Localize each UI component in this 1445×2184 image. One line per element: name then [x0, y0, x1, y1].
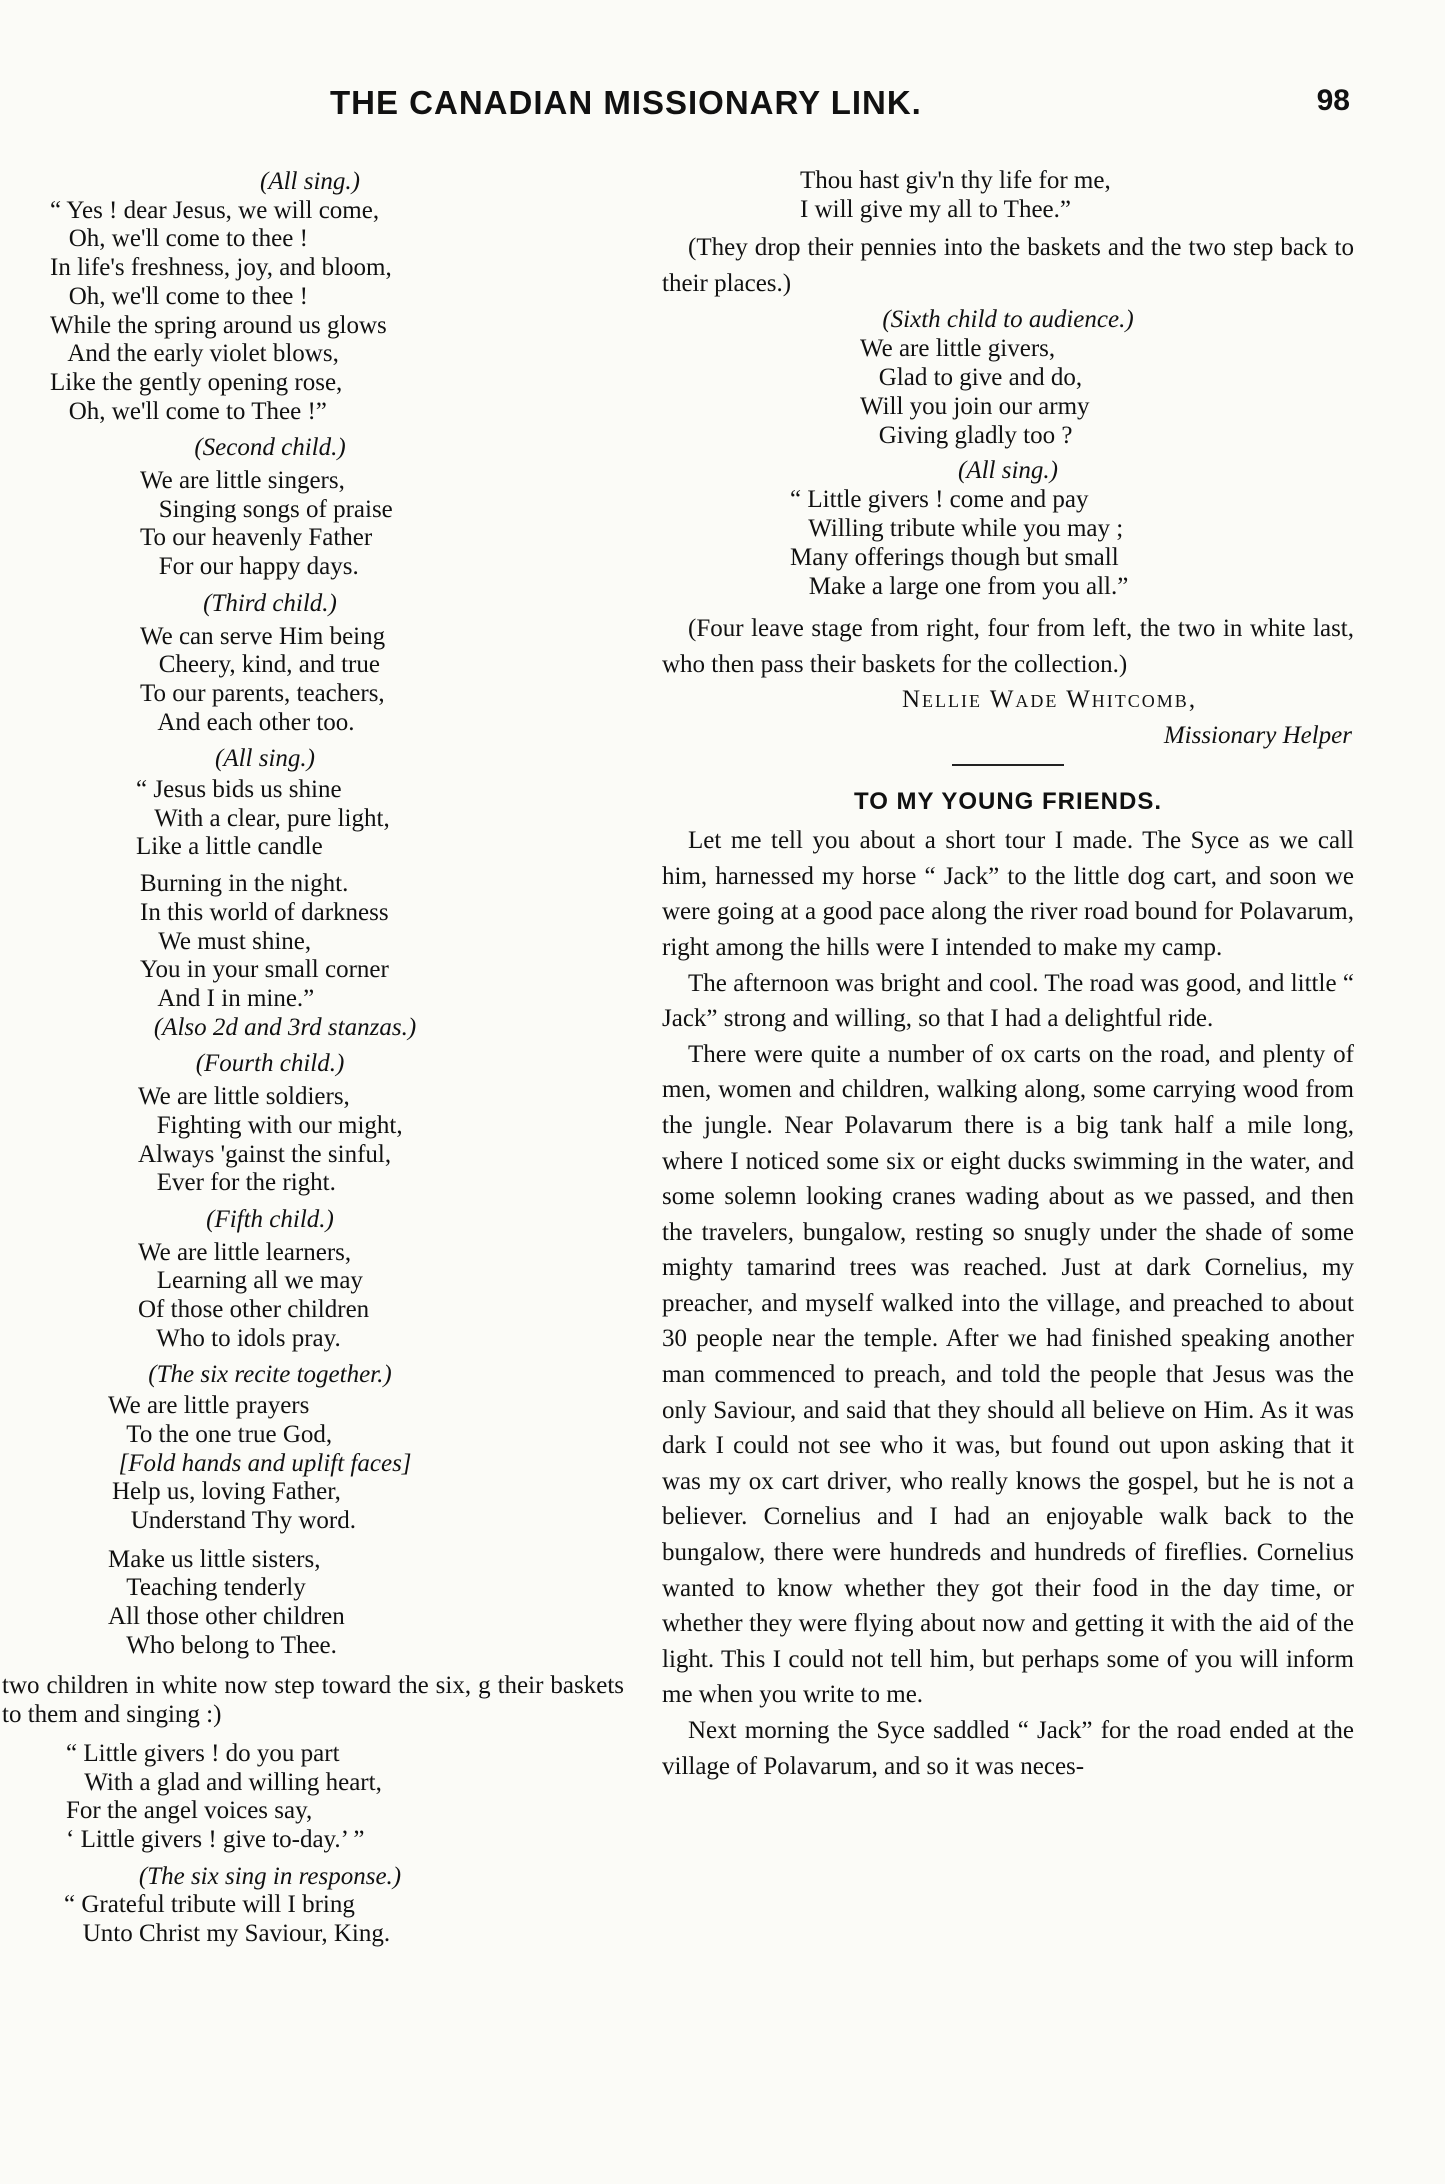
verse — [30, 623, 630, 738]
verse-line: Singing songs of praise — [140, 495, 393, 523]
page-header — [330, 84, 1350, 134]
stage-direction: (All sing.) — [260, 168, 360, 195]
verse-line: “ Yes ! dear Jesus, we will come, — [50, 196, 380, 224]
verse-line: And I in mine.” — [140, 984, 315, 1012]
verse-line: Help us, loving Father, — [112, 1478, 341, 1506]
verse-line: For our happy days. — [140, 553, 359, 581]
verse-line: Fighting with our might, — [138, 1111, 403, 1139]
verse-line: While the spring around us glows — [50, 311, 387, 339]
verse-line: Who belong to Thee. — [108, 1631, 337, 1659]
right-column — [662, 166, 1354, 1784]
verse-line: We must shine, — [140, 927, 312, 955]
stage-direction: (Four leave stage from right, four from left, the two in white last, who then pass their baskets for the collection.) — [662, 615, 1354, 678]
verse-line: To our parents, teachers, — [140, 679, 385, 707]
verse — [30, 467, 630, 582]
verse-line: And each other too. — [140, 708, 355, 736]
stage-direction: (Fourth child.) — [195, 1050, 345, 1078]
verse-line: Thou hast giv'n thy life for me, — [800, 167, 1111, 194]
verse-line: We are little learners, — [138, 1238, 352, 1266]
verse-line: Unto Christ my Saviour, King. — [64, 1920, 391, 1948]
verse-line: “ Little givers ! do you part — [66, 1739, 340, 1767]
verse-line: Cheery, kind, and true — [140, 651, 380, 679]
stage-direction: (Third child.) — [203, 589, 337, 617]
verse-line: We can serve Him being — [140, 622, 386, 650]
verse-line: And the early violet blows, — [50, 340, 339, 368]
stage-direction: two children in white now step toward the six, g their baskets to them and singing :) — [2, 1672, 624, 1729]
verse-line: Who to idols pray. — [138, 1324, 341, 1352]
verse-line: We are little givers, — [860, 335, 1056, 363]
verse — [30, 197, 630, 427]
verse-line: Ever for the right. — [138, 1169, 336, 1197]
stage-direction: (They drop their pennies into the baskets and the two step back to their places.) — [662, 234, 1354, 297]
stage-direction: (The six sing in response.) — [138, 1862, 402, 1890]
paragraph: The afternoon was bright and cool. The road was good, and little “ Jack” strong and willing, so that I had a delightful ride. — [662, 969, 1354, 1033]
verse-line: Make a large one from you all.” — [790, 573, 1129, 601]
verse-line: You in your small corner — [140, 956, 389, 984]
verse-line: Burning in the night. — [140, 870, 349, 898]
verse — [30, 1239, 630, 1354]
verse-line: Make us little sisters, — [108, 1545, 321, 1573]
divider — [952, 764, 1064, 766]
stage-direction: [Fold hands and uplift faces] — [118, 1449, 412, 1477]
verse-line: Of those other children — [138, 1296, 370, 1324]
verse-line: In this world of darkness — [140, 898, 389, 926]
verse-line: Willing tribute while you may ; — [790, 515, 1124, 543]
signature — [662, 682, 1354, 753]
page-number: 98 — [1316, 84, 1350, 117]
verse — [30, 1740, 630, 1855]
stage-direction: (Sixth child to audience.) — [882, 306, 1134, 334]
verse-line: We are little soldiers, — [138, 1083, 350, 1111]
verse-line: Like the gently opening rose, — [50, 368, 343, 396]
verse-line: All those other children — [108, 1603, 345, 1631]
source-name: Missionary Helper — [1163, 721, 1352, 749]
verse — [30, 1891, 630, 1948]
verse-line: Glad to give and do, — [860, 364, 1083, 392]
verse — [30, 1546, 630, 1661]
verse — [662, 334, 1354, 450]
verse-line: For the angel voices say, — [66, 1797, 313, 1825]
verse-line: I will give my all to Thee.” — [800, 196, 1071, 223]
verse-line: In life's freshness, joy, and bloom, — [50, 254, 392, 282]
verse-line: Oh, we'll come to Thee !” — [50, 397, 327, 425]
verse — [30, 1392, 630, 1449]
verse — [662, 485, 1354, 601]
stage-direction: (Also 2d and 3rd stanzas.) — [153, 1013, 417, 1041]
verse-line: Oh, we'll come to thee ! — [50, 225, 308, 253]
stage-direction: (All sing.) — [958, 457, 1058, 485]
verse-line: Always 'gainst the sinful, — [138, 1140, 392, 1168]
article-heading: TO MY YOUNG FRIENDS. — [853, 787, 1163, 815]
verse-line: With a clear, pure light, — [136, 804, 390, 832]
journal-title: THE CANADIAN MISSIONARY LINK. — [330, 84, 922, 121]
verse-line: We are little prayers — [108, 1392, 310, 1420]
verse-line: Giving gladly too ? — [860, 422, 1073, 450]
verse-line: Learning all we may — [138, 1267, 363, 1295]
paragraph: There were quite a number of ox carts on the road, and plenty of men, women and children, walking along, some carrying wood from the jungle. Near Polavarum there is a big tank half a mile long, where I noticed some six or eight ducks swimming in the water, and some solemn looking cranes wading about as we passed, and then the travelers, bungalow, resting so snugly under the shade of some mighty tamarind trees was reached. Just at dark Cornelius, my preacher, and myself walked into the village, and preached to about 30 people near the temple. After we had finished speaking another man commenced to preach, and told the people that Jesus was the only Saviour, and said that they should all believe on Him. As it was dark I could not see who it was, but found out upon asking that it was my ox cart driver, who really knows the gospel, but he is not a believer. Cornelius and I had an enjoyable walk back to the bungalow, there were hundreds and hundreds of fireflies. Cornelius wanted to know whether they got their food in the day time, or whether they were flying about now and getting it with the aid of the light. This I could not tell him, but perhaps some of you will inform me when you write to me. — [662, 1040, 1354, 1709]
verse-line: “ Little givers ! come and pay — [790, 486, 1089, 514]
verse — [30, 776, 630, 862]
verse-line: Teaching tenderly — [108, 1574, 306, 1602]
verse-line: Oh, we'll come to thee ! — [50, 282, 308, 310]
verse — [662, 166, 1354, 224]
verse-line: We are little singers, — [140, 467, 345, 495]
stage-direction: (All sing.) — [215, 745, 315, 773]
verse-line: “ Grateful tribute will I bring — [64, 1891, 355, 1919]
verse-line: Understand Thy word. — [112, 1506, 356, 1534]
verse-line: ‘ Little givers ! give to-day.’ ” — [66, 1825, 365, 1853]
stage-direction: (Second child.) — [194, 434, 346, 462]
verse — [30, 870, 630, 1014]
verse-line: Will you join our army — [860, 393, 1090, 421]
verse-line: With a glad and willing heart, — [66, 1768, 382, 1796]
paragraph: Next morning the Syce saddled “ Jack” for the road ended at the village of Polavarum, and so it was neces- — [662, 1717, 1354, 1780]
verse — [30, 1083, 630, 1198]
verse-line: To the one true God, — [108, 1420, 333, 1448]
left-column — [2, 168, 630, 1949]
stage-direction: (Fifth child.) — [206, 1205, 334, 1233]
verse — [30, 1478, 630, 1535]
verse-line: To our heavenly Father — [140, 524, 373, 552]
paragraph: Let me tell you about a short tour I made. The Syce as we call him, harnessed my horse “ Jack” to the little dog cart, and soon we were going at a good pace along the river road bound for Polavarum, right among the hills were I intended to make my camp. — [662, 827, 1354, 961]
stage-direction: (The six recite together.) — [148, 1361, 392, 1389]
verse-line: Like a little candle — [136, 833, 323, 861]
verse-line: Many offerings though but small — [790, 544, 1119, 572]
verse-line: “ Jesus bids us shine — [136, 776, 342, 804]
author-name: Nellie Wade Whitcomb, — [902, 686, 1198, 714]
